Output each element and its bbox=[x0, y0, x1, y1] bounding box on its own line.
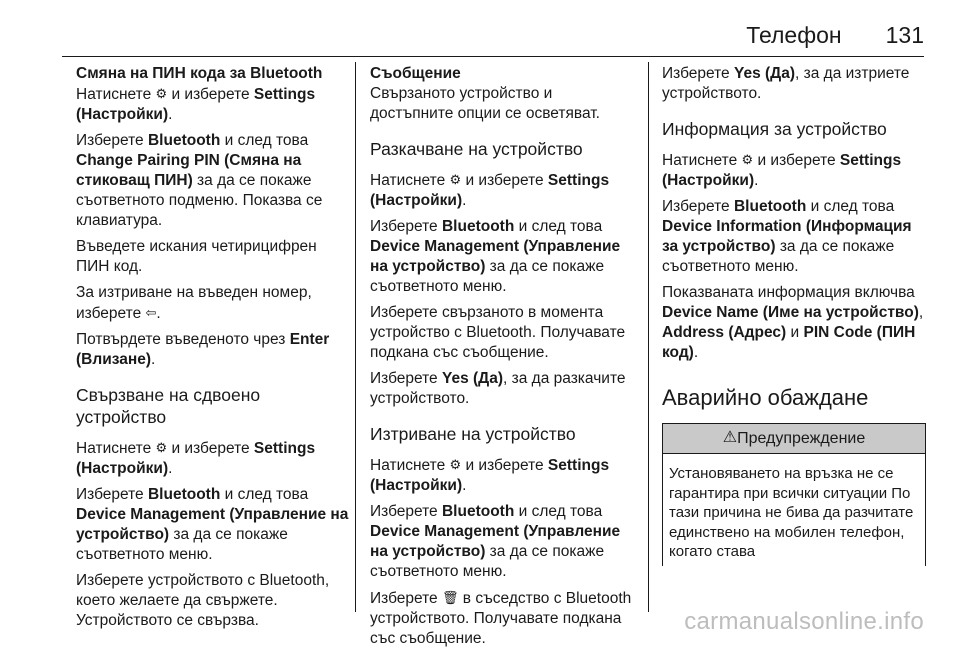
text: . bbox=[168, 106, 173, 123]
text: и след това bbox=[220, 486, 309, 503]
text: . bbox=[462, 192, 467, 209]
paragraph: Изберете свързаното в момента устройство с Bluetooth. Получавате подкана със съобщение. bbox=[370, 304, 626, 361]
column-2 bbox=[370, 64, 634, 655]
text: Изберете bbox=[76, 132, 148, 149]
paragraph bbox=[76, 485, 352, 565]
text: Изберете bbox=[76, 486, 148, 503]
column-1 bbox=[76, 64, 352, 637]
text: Изберете bbox=[370, 218, 442, 235]
menu-term: Yes (Да) bbox=[733, 65, 796, 82]
menu-term: PIN Code (ПИН код) bbox=[662, 324, 916, 361]
menu-term: Device Management (Управление на устройство) bbox=[370, 238, 621, 275]
menu-term: Device Management (Управление на устройство) bbox=[370, 523, 621, 560]
page-number: 131 bbox=[885, 22, 924, 48]
text: и изберете bbox=[167, 86, 254, 103]
text: за да се покаже съответното меню. bbox=[370, 258, 605, 295]
settings-icon: ⚙ bbox=[155, 86, 168, 101]
paragraph bbox=[76, 438, 352, 479]
column-divider-2 bbox=[648, 62, 649, 612]
text: и bbox=[786, 324, 804, 341]
settings-icon: ⚙ bbox=[155, 440, 168, 455]
menu-term: Bluetooth bbox=[441, 503, 515, 520]
text: Показваната информация включва bbox=[662, 284, 915, 301]
text: и след това bbox=[220, 132, 309, 149]
paragraph: Изберете устройството с Bluetooth, което желаете да свържете. Устройството се свързва. bbox=[76, 572, 330, 629]
text: , за да разкачите устройството. bbox=[370, 370, 626, 407]
menu-term: Change Pairing PIN (Смяна на стиковащ ПИН) bbox=[76, 152, 302, 189]
header-rule bbox=[62, 56, 924, 57]
menu-term: Device Name (Име на устройство) bbox=[662, 304, 919, 321]
paragraph bbox=[662, 197, 926, 277]
text: За изтриване на въведен номер, изберете bbox=[76, 284, 312, 322]
warning-header bbox=[663, 424, 925, 454]
text: и изберете bbox=[167, 440, 254, 457]
menu-term: Device Information (Информация за устройство) bbox=[662, 218, 912, 255]
text: Натиснете bbox=[370, 457, 450, 474]
text: за да се покаже съответното меню. bbox=[370, 543, 605, 580]
text: Изберете bbox=[370, 590, 442, 607]
menu-term: Bluetooth bbox=[147, 132, 221, 149]
text: Натиснете bbox=[662, 152, 742, 169]
trash-icon: 🗑 bbox=[441, 590, 459, 605]
text: , за да изтриете устройството. bbox=[662, 65, 910, 102]
text: Натиснете bbox=[76, 86, 156, 103]
text: . bbox=[693, 344, 699, 361]
paragraph bbox=[76, 283, 352, 324]
text: . bbox=[168, 460, 173, 477]
paragraph bbox=[370, 170, 634, 211]
menu-term: Settings (Настройки) bbox=[76, 440, 316, 477]
text: и след това bbox=[514, 218, 603, 235]
menu-term: Bluetooth bbox=[733, 198, 807, 215]
watermark: carmanualsonline.info bbox=[684, 608, 924, 635]
menu-term: Yes (Да) bbox=[441, 370, 504, 387]
paragraph bbox=[370, 588, 634, 649]
text: . bbox=[151, 351, 156, 368]
menu-term: Enter (Влизане) bbox=[76, 331, 330, 368]
menu-term: Settings (Настройки) bbox=[662, 152, 902, 189]
text: в съседство с Bluetooth устройството. Получавате подкана със съобщение. bbox=[370, 590, 632, 647]
heading-device-info: Информация за устройство bbox=[662, 119, 887, 139]
paragraph bbox=[370, 502, 634, 582]
menu-term: Settings (Настройки) bbox=[370, 457, 610, 494]
text: Потвърдете въведеното чрез bbox=[76, 331, 290, 348]
paragraph bbox=[370, 455, 634, 496]
text: и изберете bbox=[753, 152, 840, 169]
subheading-change-pin: Смяна на ПИН кода за Bluetooth bbox=[76, 65, 323, 82]
paragraph bbox=[662, 64, 926, 104]
menu-term: Device Management (Управление на устройство) bbox=[76, 506, 349, 543]
warning-text: Установяването на връзка не се гарантира при всички ситуации По тази причина не бива да разчитате единствено на мобилен телефон, когато става bbox=[669, 465, 914, 560]
menu-term: Address (Адрес) bbox=[662, 324, 787, 341]
text: Изберете bbox=[370, 370, 442, 387]
text: Натиснете bbox=[370, 172, 450, 189]
backspace-icon: ⇦ bbox=[145, 305, 157, 320]
warning-title: Предупреждение bbox=[737, 430, 866, 447]
warning-icon: ⚠ bbox=[722, 429, 738, 446]
paragraph bbox=[662, 150, 926, 191]
menu-term: Settings (Настройки) bbox=[370, 172, 610, 209]
heading-connect-paired: Свързване на сдвоено устройство bbox=[76, 385, 261, 427]
text: за да се покаже съответното подменю. Показва се клавиатура. bbox=[76, 172, 323, 229]
text: за да се покаже съответното меню. bbox=[662, 238, 895, 275]
settings-icon: ⚙ bbox=[449, 457, 462, 472]
text: . bbox=[156, 305, 161, 322]
column-3 bbox=[662, 64, 926, 566]
paragraph bbox=[370, 217, 634, 297]
text: Натиснете bbox=[76, 440, 156, 457]
heading-disconnect: Разкачване на устройство bbox=[370, 139, 583, 159]
text: Изберете bbox=[662, 65, 734, 82]
subheading-message: Съобщение bbox=[370, 65, 461, 82]
settings-icon: ⚙ bbox=[449, 172, 462, 187]
text: Изберете bbox=[370, 503, 442, 520]
settings-icon: ⚙ bbox=[741, 152, 754, 167]
heading-delete-device: Изтриване на устройство bbox=[370, 424, 576, 444]
paragraph bbox=[76, 330, 352, 370]
text: . bbox=[754, 172, 759, 189]
text: и след това bbox=[806, 198, 895, 215]
page-title: Телефон bbox=[746, 22, 842, 48]
paragraph: Свързаното устройство и достъпните опции се осветяват. bbox=[370, 85, 600, 122]
heading-emergency-call: Аварийно обаждане bbox=[662, 385, 869, 410]
paragraph: Въведете искания четирицифрен ПИН код. bbox=[76, 238, 317, 275]
text: за да се покаже съответното меню. bbox=[76, 526, 288, 563]
text: и изберете bbox=[461, 457, 548, 474]
column-divider-1 bbox=[355, 62, 356, 612]
paragraph bbox=[662, 283, 926, 363]
text: Изберете bbox=[662, 198, 734, 215]
text: . bbox=[462, 477, 467, 494]
menu-term: Settings (Настройки) bbox=[76, 86, 316, 123]
paragraph bbox=[76, 131, 352, 231]
page-header bbox=[746, 22, 924, 49]
menu-term: Bluetooth bbox=[441, 218, 515, 235]
text: , bbox=[918, 304, 924, 321]
warning-box bbox=[662, 423, 926, 566]
paragraph bbox=[370, 369, 634, 409]
text: и изберете bbox=[461, 172, 548, 189]
menu-term: Bluetooth bbox=[147, 486, 221, 503]
text: и след това bbox=[514, 503, 603, 520]
paragraph bbox=[76, 84, 352, 125]
